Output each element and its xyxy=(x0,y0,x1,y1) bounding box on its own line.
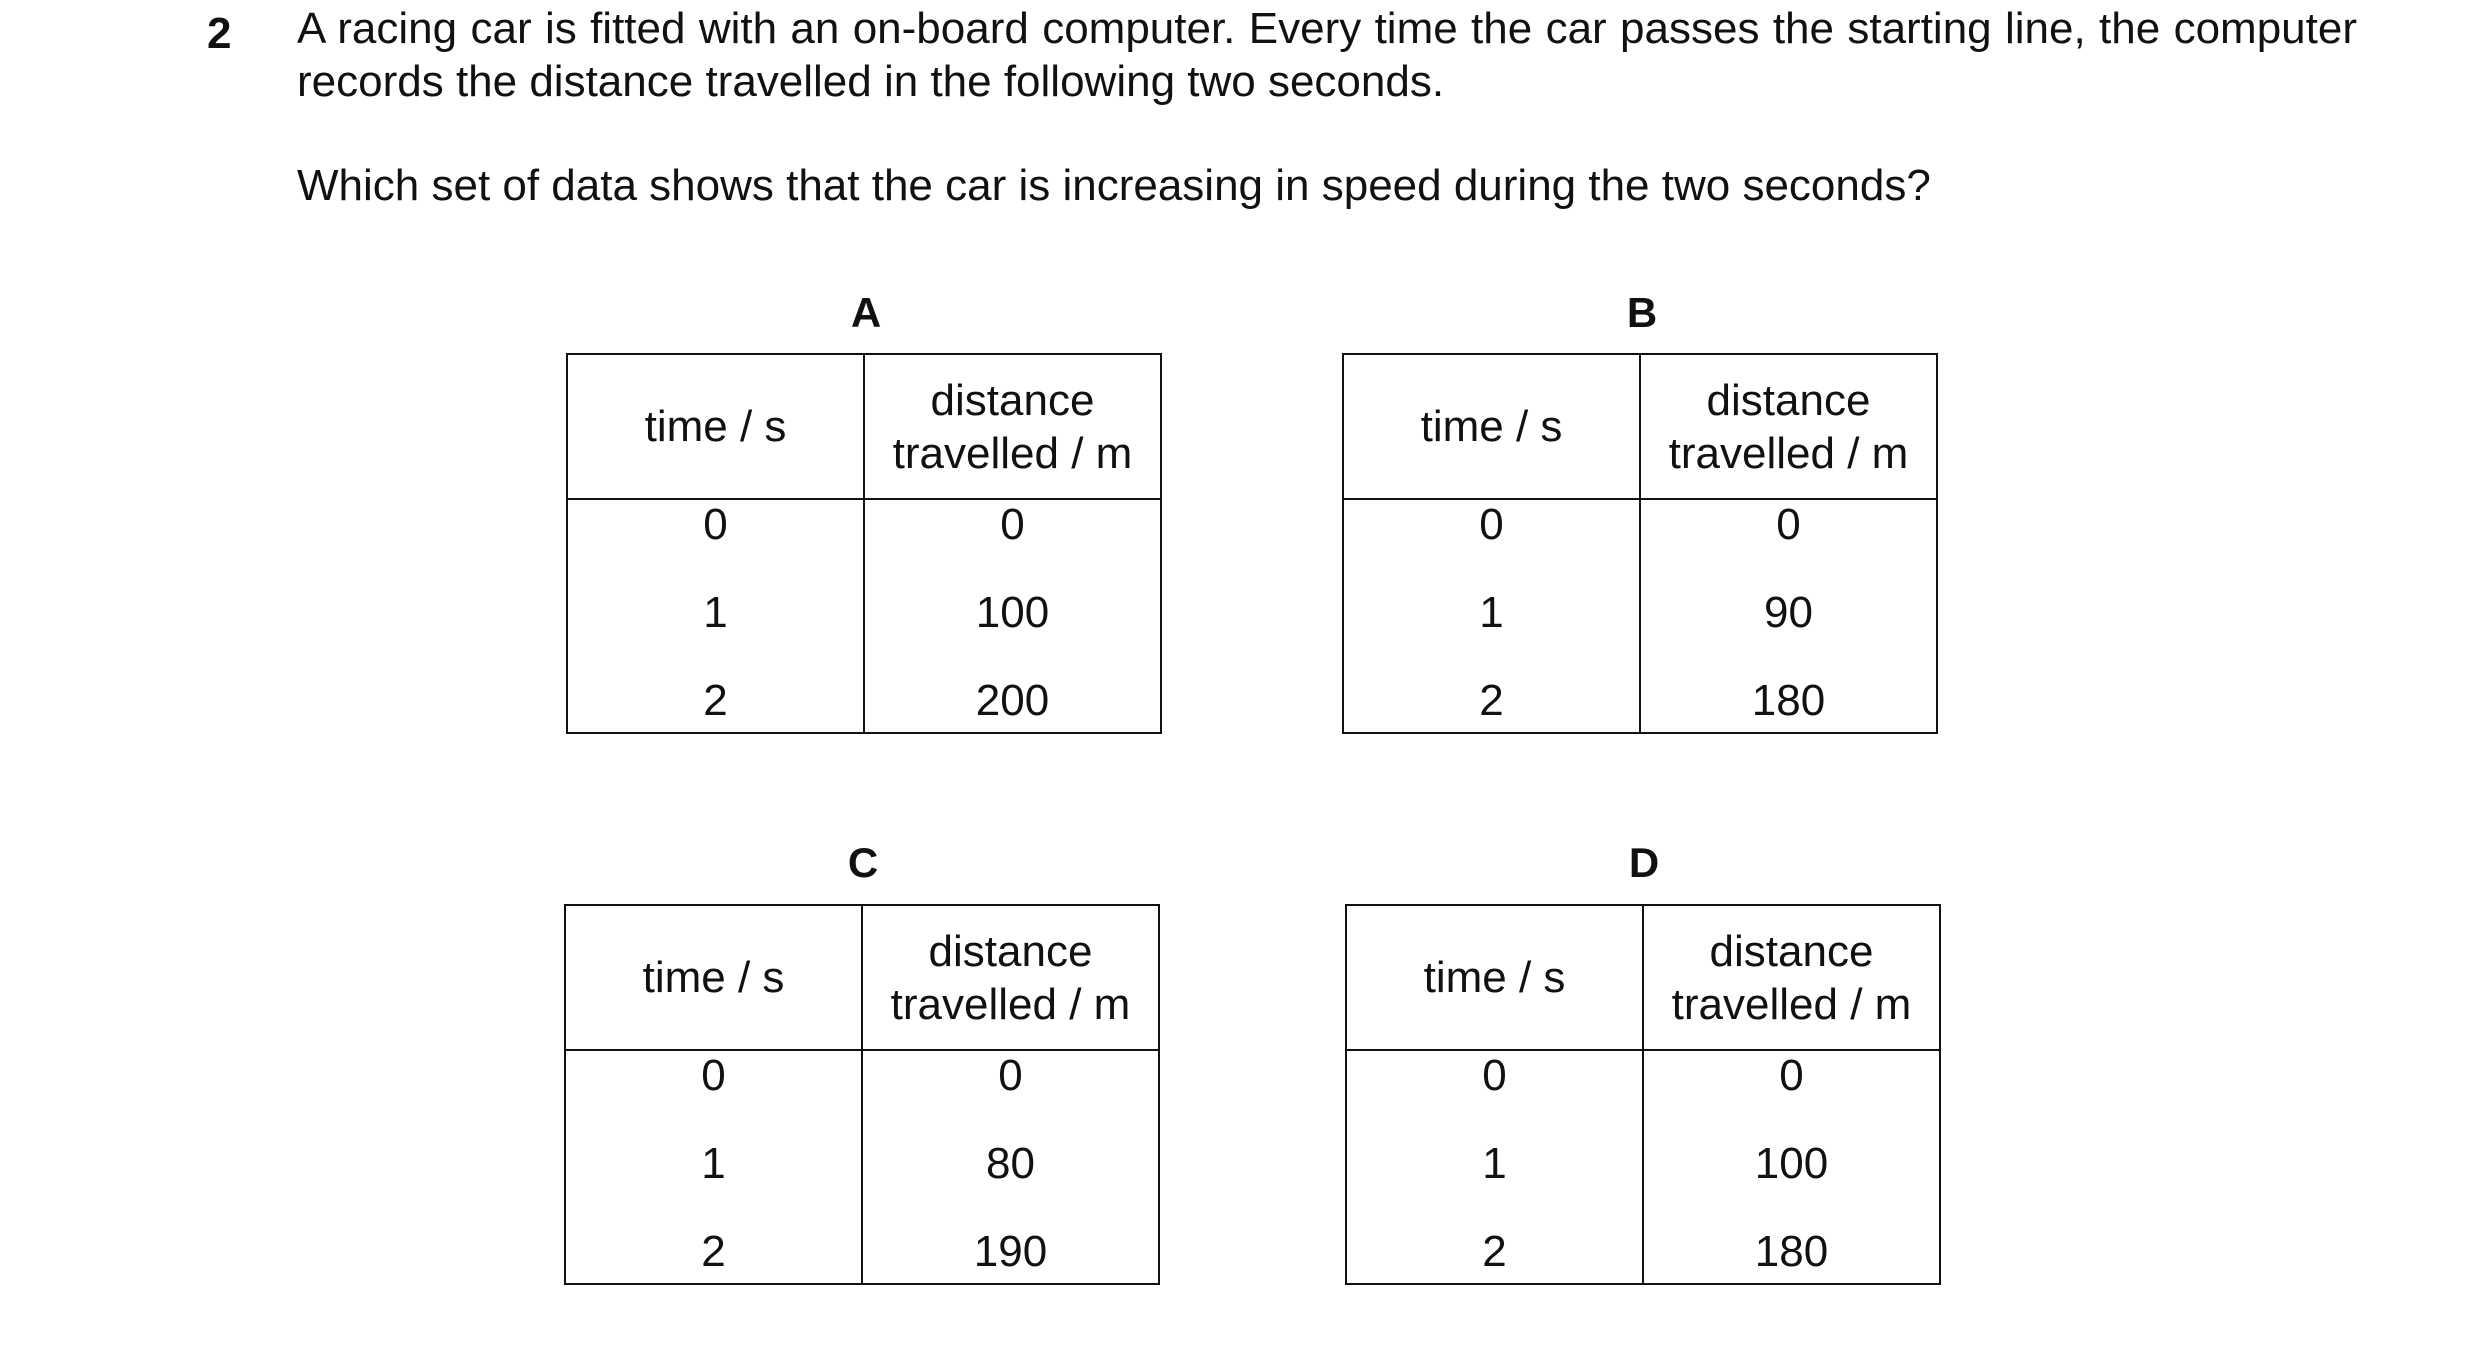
time-value: 2 xyxy=(703,676,728,725)
distance-value: 100 xyxy=(1754,1139,1829,1188)
time-values xyxy=(567,499,864,733)
table-values-row xyxy=(1346,1050,1940,1284)
time-value: 1 xyxy=(701,1139,726,1188)
header-time: time / s xyxy=(567,354,864,499)
distance-values xyxy=(862,1050,1159,1284)
header-time: time / s xyxy=(1343,354,1640,499)
question-number: 2 xyxy=(207,9,232,58)
time-value: 2 xyxy=(701,1227,726,1276)
table-header-row xyxy=(565,905,1159,1050)
time-value: 0 xyxy=(1482,1051,1507,1100)
distance-value: 190 xyxy=(973,1227,1048,1276)
distance-value: 80 xyxy=(986,1139,1035,1188)
distance-value: 0 xyxy=(998,1051,1023,1100)
table-header-row xyxy=(567,354,1161,499)
option-table-a xyxy=(566,353,1162,734)
time-value: 0 xyxy=(1479,500,1504,549)
header-distance: distance travelled / m xyxy=(862,905,1159,1050)
option-letter-a: A xyxy=(850,289,882,336)
table-values-row xyxy=(567,499,1161,733)
question-prompt: Which set of data shows that the car is increasing in speed during the two seconds? xyxy=(297,161,1931,210)
header-distance: distance travelled / m xyxy=(864,354,1161,499)
table-values-row xyxy=(565,1050,1159,1284)
option-table-d xyxy=(1345,904,1941,1285)
table-values-row xyxy=(1343,499,1937,733)
option-table-c xyxy=(564,904,1160,1285)
distance-value: 200 xyxy=(975,676,1050,725)
distance-values xyxy=(864,499,1161,733)
time-value: 0 xyxy=(701,1051,726,1100)
time-values xyxy=(1343,499,1640,733)
table-header-row xyxy=(1343,354,1937,499)
time-value: 2 xyxy=(1482,1227,1507,1276)
time-value: 1 xyxy=(1482,1139,1507,1188)
header-time: time / s xyxy=(565,905,862,1050)
time-value: 1 xyxy=(1479,588,1504,637)
header-distance: distance travelled / m xyxy=(1643,905,1940,1050)
distance-values xyxy=(1640,499,1937,733)
header-time: time / s xyxy=(1346,905,1643,1050)
distance-value: 90 xyxy=(1764,588,1813,637)
option-table-b xyxy=(1342,353,1938,734)
distance-value: 0 xyxy=(1000,500,1025,549)
distance-value: 180 xyxy=(1751,676,1826,725)
distance-value: 100 xyxy=(975,588,1050,637)
option-letter-c: C xyxy=(847,839,879,886)
time-value: 1 xyxy=(703,588,728,637)
table-header-row xyxy=(1346,905,1940,1050)
option-letter-d: D xyxy=(1628,839,1660,886)
distance-value: 0 xyxy=(1779,1051,1804,1100)
distance-values xyxy=(1643,1050,1940,1284)
time-values xyxy=(565,1050,862,1284)
question-stem: A racing car is fitted with an on-board computer. Every time the car passes the starting line, the computer records the distance travelled in the following two seconds. xyxy=(297,4,2357,106)
distance-value: 180 xyxy=(1754,1227,1829,1276)
distance-value: 0 xyxy=(1776,500,1801,549)
time-value: 0 xyxy=(703,500,728,549)
time-value: 2 xyxy=(1479,676,1504,725)
header-distance: distance travelled / m xyxy=(1640,354,1937,499)
time-values xyxy=(1346,1050,1643,1284)
option-letter-b: B xyxy=(1626,289,1658,336)
